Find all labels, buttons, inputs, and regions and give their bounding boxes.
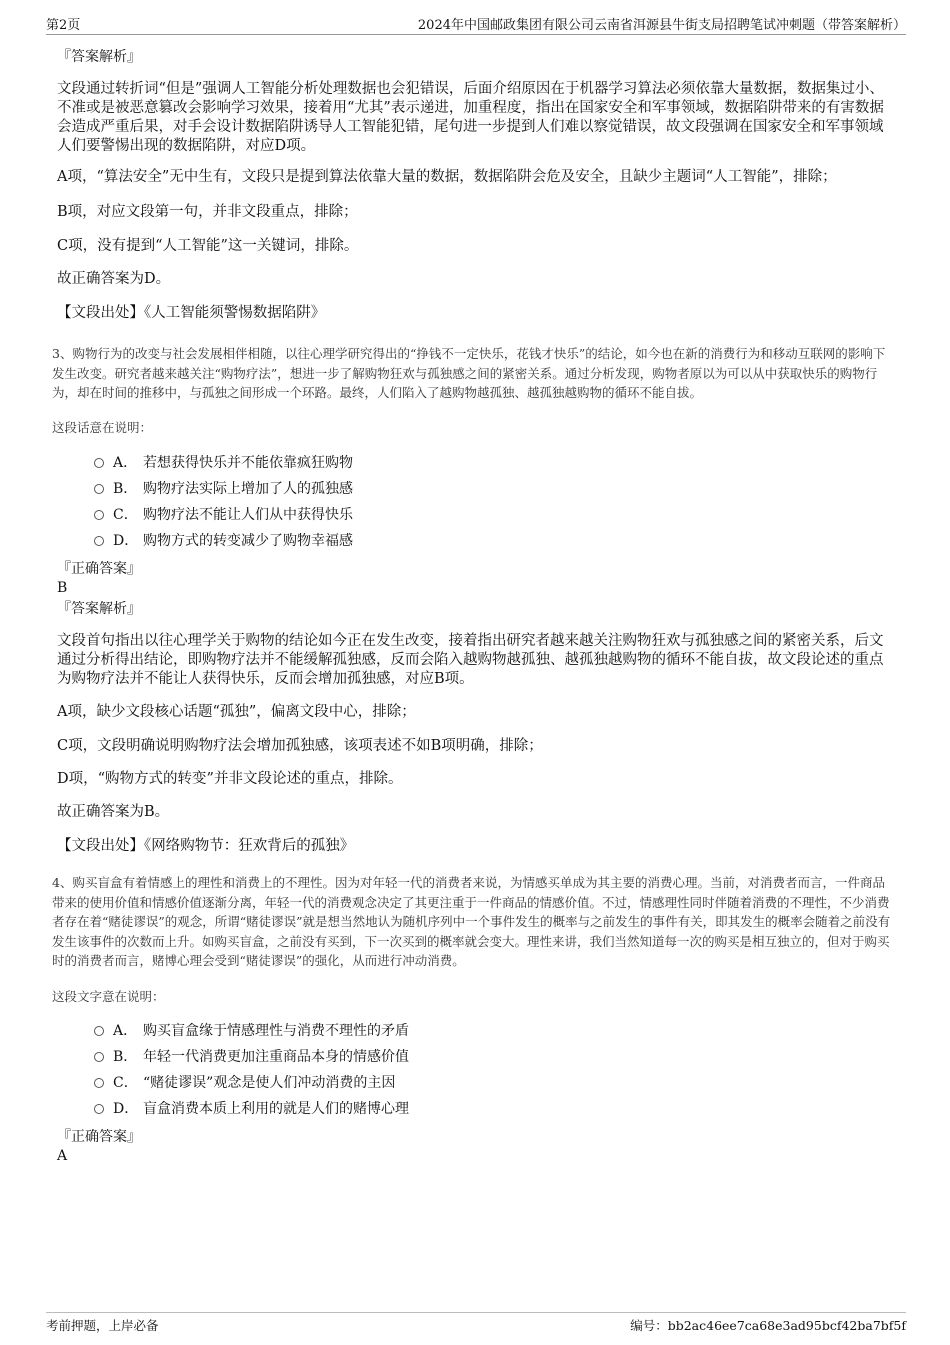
answer-value: B <box>57 580 68 596</box>
page-footer <box>46 1312 906 1333</box>
option-a-analysis: A项，缺少文段核心话题“孤独”，偏离文段中心，排除； <box>57 704 416 720</box>
source: 【文段出处】《网络购物节：狂欢背后的孤独》 <box>57 838 355 854</box>
option-c-analysis: C项，没有提到“人工智能”这一关键词，排除。 <box>57 238 359 254</box>
option-c[interactable]: C． “赌徒谬误”观念是使人们冲动消费的主因 <box>94 1073 395 1093</box>
page-number: 第2页 <box>46 18 81 33</box>
radio-icon[interactable] <box>94 1078 104 1088</box>
answer-label: 『正确答案』 <box>57 561 141 577</box>
option-a-analysis: A项，“算法安全”无中生有，文段只是提到算法依靠大量的数据，数据陷阱会危及安全，且缺少主题词“人工智能”，排除； <box>57 169 837 185</box>
footer-code: 编号：bb2ac46ee7ca68e3ad95bcf42ba7bf5f <box>630 1318 906 1333</box>
question-4-stem: 4、购买盲盒有着情感上的理性和消费上的不理性。因为对年轻一代的消费者来说，为情感买单成为其主要的消费心理。当前，对消费者而言，一件商品带来的使用价值和情感价值逐渐分离，年轻一代的消费观念决定了其更注重于一件商品的情感价值。不过，情感理性同时伴随着消费的不理性，不少消费者存在着“赌徒谬误”的观念，所谓“赌徒谬误”就是想当然地认为随机序列中一个事件发生的概率与之前发生的事件有关，即其发生的概率会随着之前没有发生该事件的次数而上升。如购买盲盒，之前没有买到，下一次买到的概率就会变大。理性来讲，我们当然知道每一次的购买是相互独立的，但对于购买时的消费者而言，赌博心理会受到“赌徒谬误”的强化，从而进行冲动消费。 <box>52 875 891 968</box>
page-header <box>46 14 906 35</box>
option-b[interactable]: B． 购物疗法实际上增加了人的孤独感 <box>94 479 353 499</box>
option-d-analysis: D项，“购物方式的转变”并非文段论述的重点，排除。 <box>57 771 403 787</box>
document-title: 2024年中国邮政集团有限公司云南省洱源县牛街支局招聘笔试冲刺题（带答案解析） <box>417 18 906 33</box>
question-3-stem: 3、购物行为的改变与社会发展相伴相随，以往心理学研究得出的“挣钱不一定快乐，花钱才快乐”的结论，如今也在新的消费行为和移动互联网的影响下发生改变。研究者越来越关注“购物疗法”，想进一步了解购物狂欢与孤独感之间的紧密关系。通过分析发现，购物者原以为可以从中获取快乐的购物行为，却在时间的推移中，与孤独之间形成一个环路。最终，人们陷入了越购物越孤独、越孤独越购物的循环不能自拔。 <box>52 346 886 400</box>
question-3-prompt: 这段话意在说明： <box>52 420 153 435</box>
conclusion: 故正确答案为D。 <box>57 271 171 287</box>
analysis-text: 文段首句指出以往心理学关于购物的结论如今正在发生改变，接着指出研究者越来越关注购物狂欢与孤独感之间的紧密关系，后文通过分析得出结论，即购物疗法并不能缓解孤独感，反而会陷入越购物越孤独、越孤独越购物的循环不能自拔，故文段论述的重点为购物疗法并不能让人获得快乐，反而会增加孤独感，对应B项。 <box>57 633 884 687</box>
option-c[interactable]: C． 购物疗法不能让人们从中获得快乐 <box>94 505 353 525</box>
option-a[interactable]: A． 若想获得快乐并不能依靠疯狂购物 <box>94 453 353 473</box>
option-b-analysis: B项，对应文段第一句，并非文段重点，排除； <box>57 204 358 220</box>
radio-icon[interactable] <box>94 1052 104 1062</box>
analysis-text: 文段通过转折词“但是”强调人工智能分析处理数据也会犯错误，后面介绍原因在于机器学习算法必须依靠大量数据，数据集过小、不准或是被恶意篡改会影响学习效果，接着用“尤其”表示递进，加重程度，指出在国家安全和军事领域，数据陷阱带来的有害数据会造成严重后果，对手会设计数据陷阱诱导人工智能犯错，尾句进一步提到人们难以察觉错误，故文段强调在国家安全和军事领域人们要警惕出现的数据陷阱，对应D项。 <box>57 81 884 154</box>
conclusion: 故正确答案为B。 <box>57 804 170 820</box>
answer-value: A <box>57 1148 68 1164</box>
footer-slogan: 考前押题，上岸必备 <box>46 1318 159 1333</box>
option-c-analysis: C项，文段明确说明购物疗法会增加孤独感，该项表述不如B项明确，排除； <box>57 738 543 754</box>
analysis-label: 『答案解析』 <box>57 49 141 65</box>
analysis-label: 『答案解析』 <box>57 601 141 617</box>
radio-icon[interactable] <box>94 510 104 520</box>
option-b[interactable]: B． 年轻一代消费更加注重商品本身的情感价值 <box>94 1047 409 1067</box>
option-d[interactable]: D． 盲盒消费本质上利用的就是人们的赌博心理 <box>94 1099 409 1119</box>
radio-icon[interactable] <box>94 536 104 546</box>
radio-icon[interactable] <box>94 1104 104 1114</box>
radio-icon[interactable] <box>94 1026 104 1036</box>
source: 【文段出处】《人工智能须警惕数据陷阱》 <box>57 305 326 321</box>
option-d[interactable]: D． 购物方式的转变减少了购物幸福感 <box>94 531 353 551</box>
option-a[interactable]: A． 购买盲盒缘于情感理性与消费不理性的矛盾 <box>94 1021 409 1041</box>
question-4-prompt: 这段文字意在说明： <box>52 989 165 1004</box>
radio-icon[interactable] <box>94 458 104 468</box>
radio-icon[interactable] <box>94 484 104 494</box>
answer-label: 『正确答案』 <box>57 1129 141 1145</box>
